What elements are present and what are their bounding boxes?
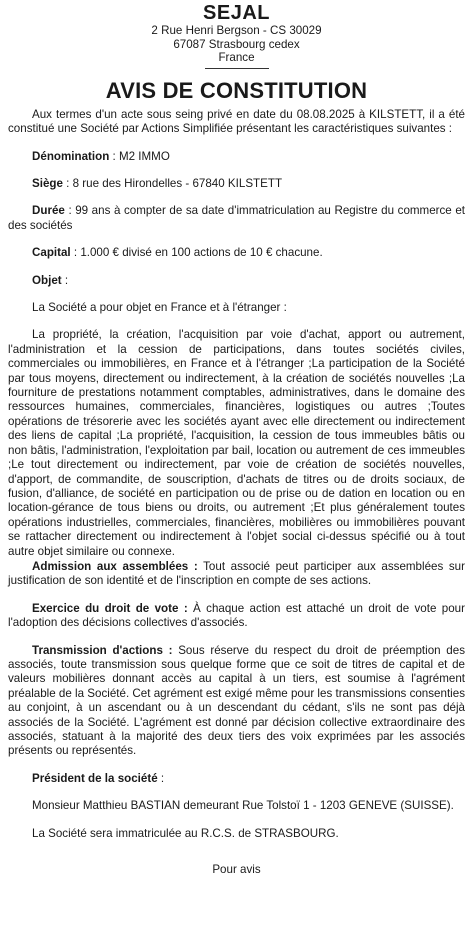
objet-suffix: :	[61, 273, 69, 287]
capital-value: : 1.000 € divisé en 100 actions de 10 € chacune.	[70, 246, 323, 260]
objet-heading	[8, 274, 465, 288]
address-line-2: 67087 Strasbourg cedex	[173, 37, 300, 51]
duree-paragraph	[8, 204, 465, 233]
vote-value: À chaque action est attaché un droit de vote pour l'adoption des décisions collectives d'associés.	[8, 601, 465, 630]
president-suffix: :	[157, 771, 165, 785]
transmission-paragraph	[8, 644, 465, 759]
rcs-paragraph: La Société sera immatriculée au R.C.S. de STRASBOURG.	[32, 826, 339, 840]
closing-text: Pour avis	[212, 863, 261, 877]
denomination-label: Dénomination	[32, 149, 110, 163]
denomination-paragraph	[8, 150, 465, 164]
siege-label: Siège	[32, 177, 63, 190]
president-heading	[8, 772, 465, 786]
header-divider	[205, 68, 269, 69]
address-line-3: France	[218, 51, 255, 65]
admission-label: Admission aux assemblées :	[32, 559, 198, 573]
capital-paragraph	[8, 246, 465, 260]
duree-value: : 99 ans à compter de sa date d'immatriculation au Registre du commerce et des sociétés	[8, 204, 465, 232]
objet-body: La propriété, la création, l'acquisition par voie d'achat, apport ou autrement, l'administration et la cession de participations, dans toutes sociétés civiles, commerciales ou immobilières, en France et à l'étranger ;La participation de la Société par tous moyens, directement ou indirectement, à la création de sociétés nouvelles ;La fourniture de prestations notamment comptables, administratives, dans le domaine des ressources humaines, commerciales, financières, logistiques ou autres ;Toutes opérations de trésorerie avec les sociétés ayant avec elle directement ou indirectement des liens de capital ;La propriété, l'acquisition, la cession de tous immeubles bâtis ou non bâtis, l'administration, l'exploitation par bail, location ou autrement de ces immeubles ;Le tout directement ou indirectement, par voie de création de sociétés nouvelles, d'apport, de commandite, de souscription, d'achats de titres ou de droits sociaux, de fusion, d'alliance, de société en participation ou de prise ou de dation en location ou en location-gérance de tous biens ou droits, ou autrement ;Et plus généralement toutes opérations industrielles, commerciales, financières, mobilières ou immobilières pouvant se rattacher directement ou indirectement à l'objet social ci-dessus spécifié ou à tout autre objet similaire ou connexe.	[8, 328, 465, 558]
duree-label: Durée	[32, 204, 65, 218]
company-name: SEJAL	[203, 2, 270, 24]
denomination-value: : M2 IMMO	[109, 149, 170, 163]
objet-intro: La Société a pour objet en France et à l'étranger :	[32, 301, 287, 315]
admission-value: Tout associé peut participer aux assemblées sur justification de son identité et de l'inscription en compte de ses actions.	[8, 559, 465, 588]
capital-label: Capital	[32, 246, 71, 260]
vote-label: Exercice du droit de vote :	[32, 601, 188, 615]
intro-paragraph: Aux termes d'un acte sous seing privé en date du 08.08.2025 à KILSTETT, il a été constitué une Société par Actions Simplifiée présentant les caractéristiques suivantes :	[8, 107, 465, 136]
transmission-value: Sous réserve du respect du droit de préemption des associés, toute transmission sous quelque forme que ce soit de titres de capital et de valeurs mobilières donnant accès au capital à un tiers, est soumise à l'agrément préalable de la Société. Cet agrément est exigé même pour les transmissions consenties au conjoint, à un ascendant ou à un descendant du cédant, s'ils ne sont pas déjà associés de la Société. L'agrément est donné par décision collective extraordinaire des associés, statuant à la majorité des deux tiers des voix exprimées par les associés présents ou représentés.	[8, 643, 466, 758]
objet-label: Objet	[32, 273, 62, 287]
president-value: Monsieur Matthieu BASTIAN demeurant Rue Tolstoï 1 - 1203 GENEVE (SUISSE).	[32, 799, 454, 813]
siege-paragraph	[8, 177, 465, 191]
vote-paragraph	[8, 602, 465, 631]
notice-title: AVIS DE CONSTITUTION	[105, 77, 368, 103]
transmission-label: Transmission d'actions :	[32, 643, 173, 657]
address-line-1: 2 Rue Henri Bergson - CS 30029	[151, 24, 322, 37]
president-label: Président de la société	[32, 771, 158, 785]
admission-paragraph	[8, 560, 465, 589]
siege-value: : 8 rue des Hirondelles - 67840 KILSTETT	[62, 177, 283, 190]
